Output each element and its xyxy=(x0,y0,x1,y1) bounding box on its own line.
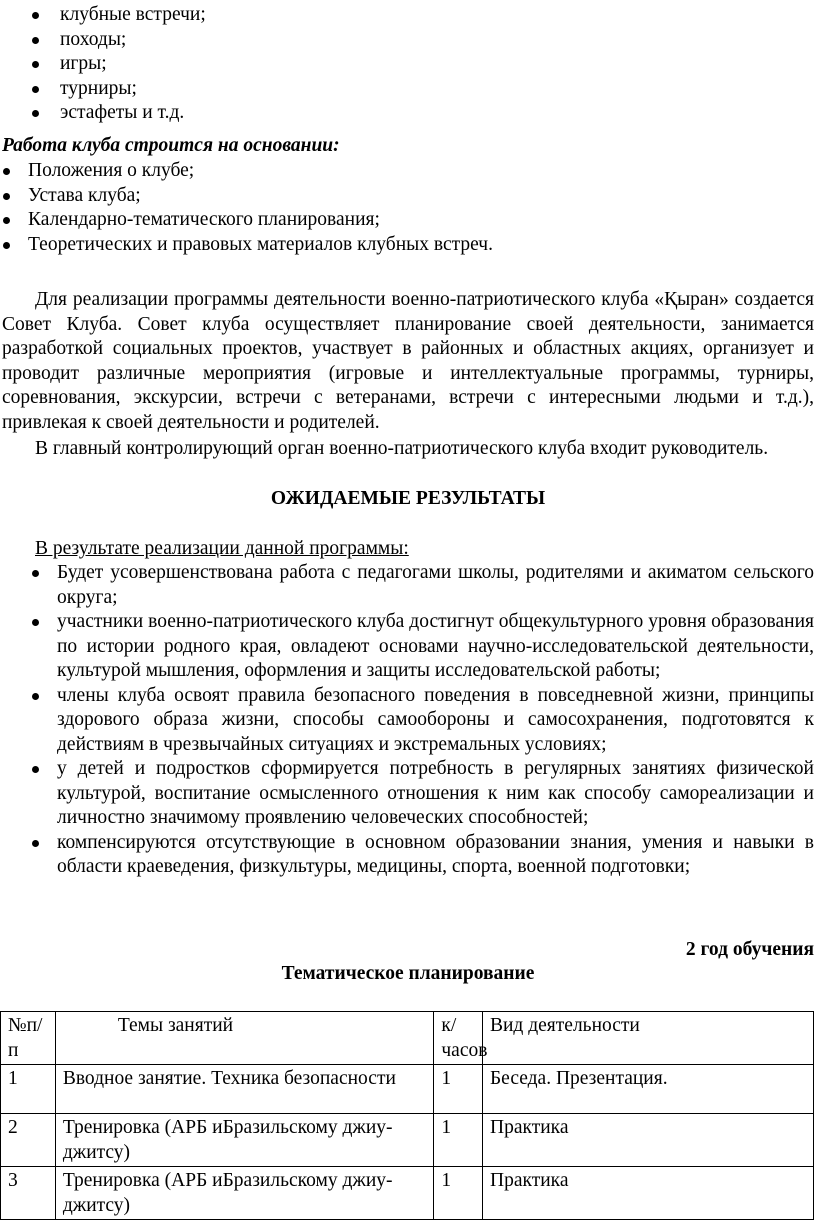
row-hours: 1 xyxy=(434,1114,483,1167)
study-year-label: 2 год обучения xyxy=(685,939,814,960)
list-item: Положения о клубе; xyxy=(2,159,493,184)
bullet-icon xyxy=(32,110,39,117)
list-item: Будет усовершенствована работа с педагогами школы, родителями и акиматом сельского округа; xyxy=(32,561,814,610)
list-item: компенсируются отсутствующие в основном образовании знания, умения и навыки в области краеведения, физкультуры, медицины, спорта, военной подготовки; xyxy=(32,831,814,880)
activities-list xyxy=(32,3,206,126)
bullet-icon xyxy=(32,619,39,626)
bullet-icon xyxy=(3,168,10,175)
bullet-icon xyxy=(32,12,39,19)
table-row xyxy=(1,1065,814,1114)
bullet-icon xyxy=(32,693,39,700)
table-header-row xyxy=(1,1012,814,1065)
row-number: 3 xyxy=(1,1167,56,1220)
bullet-icon xyxy=(32,766,39,773)
leader-paragraph: В главный контролирующий орган военно-патриотического клуба входит руководитель. xyxy=(35,438,769,459)
list-item: члены клуба освоят правила безопасного поведения в повседневной жизни, принципы здорового образа жизни, способы самообороны и самосохранения, подготовятся к действиям в чрезвычайных ситуациях и экстремальных условиях; xyxy=(32,684,814,758)
bullet-icon xyxy=(32,61,39,68)
header-hours: к/часов xyxy=(434,1012,483,1065)
list-item: Календарно-тематического планирования; xyxy=(2,208,493,233)
results-title: ОЖИДАЕМЫЕ РЕЗУЛЬТАТЫ xyxy=(270,488,546,509)
list-item: игры; xyxy=(32,52,206,77)
row-number: 1 xyxy=(1,1065,56,1114)
list-item: клубные встречи; xyxy=(32,3,206,28)
row-hours: 1 xyxy=(434,1065,483,1114)
bullet-icon xyxy=(32,86,39,93)
list-item: у детей и подростков сформируется потребность в регулярных занятиях физической культурой, воспитание осмысленного отношения к ним как способу самореализации и личностно значимому проявлению человеческих способностей; xyxy=(32,757,814,831)
bullet-icon xyxy=(32,840,39,847)
row-hours: 1 xyxy=(434,1167,483,1220)
row-topic: Тренировка (АРБ иБразильскому джиу-джитсу) xyxy=(55,1167,434,1220)
row-activity: Практика xyxy=(482,1114,813,1167)
header-number: №п/п xyxy=(1,1012,56,1065)
list-item: турниры; xyxy=(32,77,206,102)
basis-heading: Работа клуба строится на основании: xyxy=(2,135,340,156)
bullet-icon xyxy=(3,217,10,224)
row-topic: Тренировка (АРБ иБразильскому джиу-джитсу) xyxy=(55,1114,434,1167)
plan-table xyxy=(0,1011,814,1220)
bullet-icon xyxy=(32,570,39,577)
list-item: участники военно-патриотического клуба достигнут общекультурного уровня образования по истории родного края, овладеют основами научно-исследовательской деятельности, культурой мышления, оформления и защиты исследовательской работы; xyxy=(32,610,814,684)
bullet-icon xyxy=(32,37,39,44)
row-activity: Беседа. Презентация. xyxy=(482,1065,813,1114)
row-number: 2 xyxy=(1,1114,56,1167)
list-item: походы; xyxy=(32,28,206,53)
council-paragraph: Для реализации программы деятельности военно-патриотического клуба «Қыран» создается Совет Клуба. Совет клуба осуществляет планирование своей деятельности, занимается разработкой социальных проектов, участвует в районных и областных акциях, организует и проводит различные мероприятия (игровые и интеллектуальные программы, турниры, соревнования, экскурсии, встречи с ветеранами, встречи с интересными людьми и т.д.), привлекая к своей деятельности и родителей. xyxy=(2,289,814,433)
results-intro: В результате реализации данной программы: xyxy=(35,538,409,559)
basis-list xyxy=(2,159,493,257)
list-item: эстафеты и т.д. xyxy=(32,101,206,126)
list-item: Устава клуба; xyxy=(2,184,493,209)
bullet-icon xyxy=(3,242,10,249)
bullet-icon xyxy=(3,193,10,200)
header-topic: Темы занятий xyxy=(55,1012,434,1065)
header-activity: Вид деятельности xyxy=(482,1012,813,1065)
row-topic: Вводное занятие. Техника безопасности xyxy=(55,1065,434,1114)
table-row xyxy=(1,1167,814,1220)
row-activity: Практика xyxy=(482,1167,813,1220)
list-item: Теоретических и правовых материалов клубных встреч. xyxy=(2,233,493,258)
results-list xyxy=(32,561,814,880)
table-row xyxy=(1,1114,814,1167)
plan-title: Тематическое планирование xyxy=(281,963,535,984)
